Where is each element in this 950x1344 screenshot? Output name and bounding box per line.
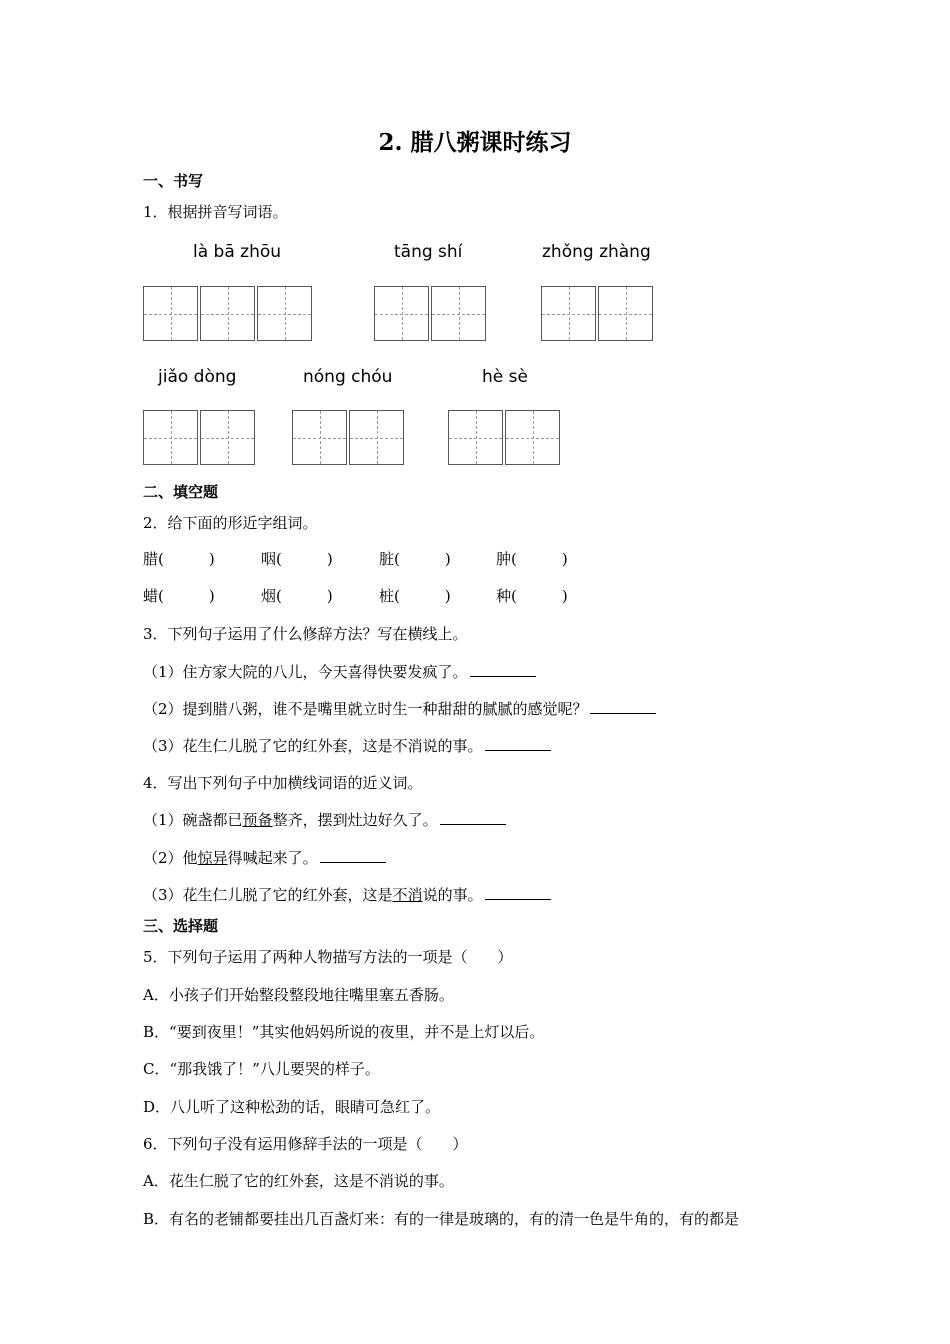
question-6: 6．下列句子没有运用修辞手法的一项是（ ） <box>143 1135 468 1153</box>
answer-blank[interactable] <box>440 810 506 825</box>
underlined-word: 预备 <box>242 811 273 829</box>
word-group-item: 腊( ) <box>143 550 215 568</box>
pinyin-label: zhǒng zhàng <box>542 242 651 262</box>
option-item[interactable]: A．花生仁脱了它的红外套，这是不消说的事。 <box>143 1172 454 1190</box>
tianzige-cell[interactable] <box>349 410 404 465</box>
q3-item: （2）提到腊八粥，谁不是嘴里就立时生一种甜甜的腻腻的感觉呢？ <box>143 698 656 719</box>
pinyin-label: nóng chóu <box>303 367 393 387</box>
writing-grid[interactable] <box>448 410 562 465</box>
underlined-word: 不消 <box>392 886 423 904</box>
question-3: 3．下列句子运用了什么修辞方法？写在横线上。 <box>143 625 468 643</box>
option-item[interactable]: B．“要到夜里！”其实他妈妈所说的夜里，并不是上灯以后。 <box>143 1023 545 1041</box>
pinyin-label: jiǎo dòng <box>158 367 237 387</box>
pinyin-label: hè sè <box>482 367 528 387</box>
tianzige-cell[interactable] <box>200 286 255 341</box>
answer-blank[interactable] <box>470 662 536 677</box>
tianzige-cell[interactable] <box>505 410 560 465</box>
tianzige-cell[interactable] <box>598 286 653 341</box>
option-item[interactable]: B．有名的老铺都要挂出几百盏灯来：有的一律是玻璃的，有的清一色是牛角的，有的都是 <box>143 1210 740 1228</box>
underlined-word: 惊异 <box>197 849 228 867</box>
q3-item: （1）住方家大院的八儿，今天喜得快要发疯了。 <box>143 661 536 682</box>
section-heading-choice: 三、选择题 <box>143 917 219 935</box>
section-heading-writing: 一、书写 <box>143 172 204 190</box>
tianzige-cell[interactable] <box>448 410 503 465</box>
answer-blank[interactable] <box>485 736 551 751</box>
pinyin-label: tāng shí <box>394 242 463 262</box>
pinyin-label: là bā zhōu <box>193 242 282 262</box>
word-group-item: 肿( ) <box>496 550 568 568</box>
tianzige-cell[interactable] <box>143 410 198 465</box>
word-group-item: 咽( ) <box>261 550 333 568</box>
writing-grid[interactable] <box>292 410 406 465</box>
tianzige-cell[interactable] <box>200 410 255 465</box>
word-group-item: 桩( ) <box>379 587 451 605</box>
word-group-item: 蜡( ) <box>143 587 215 605</box>
q4-item: （3）花生仁儿脱了它的红外套，这是不消说的事。 <box>143 884 551 905</box>
page-title: 2. 腊八粥课时练习 <box>378 129 572 156</box>
writing-grid[interactable] <box>374 286 488 341</box>
option-item[interactable]: C．“那我饿了！”八儿要哭的样子。 <box>143 1060 380 1078</box>
question-1: 1．根据拼音写词语。 <box>143 203 288 221</box>
q3-item: （3）花生仁儿脱了它的红外套，这是不消说的事。 <box>143 735 551 756</box>
answer-blank[interactable] <box>590 699 656 714</box>
tianzige-cell[interactable] <box>431 286 486 341</box>
option-item[interactable]: A．小孩子们开始整段整段地往嘴里塞五香肠。 <box>143 986 454 1004</box>
tianzige-cell[interactable] <box>374 286 429 341</box>
word-group-item: 种( ) <box>496 587 568 605</box>
writing-grid[interactable] <box>143 286 314 341</box>
word-group-item: 脏( ) <box>379 550 451 568</box>
question-4: 4．写出下列句子中加横线词语的近义词。 <box>143 774 423 792</box>
tianzige-cell[interactable] <box>143 286 198 341</box>
q4-item: （2）他惊异得喊起来了。 <box>143 847 386 868</box>
section-heading-fill: 二、填空题 <box>143 483 219 501</box>
question-2: 2．给下面的形近字组词。 <box>143 514 318 532</box>
answer-blank[interactable] <box>320 848 386 863</box>
word-group-item: 烟( ) <box>261 587 333 605</box>
answer-blank[interactable] <box>485 885 551 900</box>
tianzige-cell[interactable] <box>292 410 347 465</box>
writing-grid[interactable] <box>143 410 257 465</box>
question-5: 5．下列句子运用了两种人物描写方法的一项是（ ） <box>143 948 513 966</box>
tianzige-cell[interactable] <box>541 286 596 341</box>
tianzige-cell[interactable] <box>257 286 312 341</box>
writing-grid[interactable] <box>541 286 655 341</box>
q4-item: （1）碗盏都已预备整齐，摆到灶边好久了。 <box>143 809 506 830</box>
option-item[interactable]: D．八儿听了这种松劲的话，眼睛可急红了。 <box>143 1098 441 1116</box>
